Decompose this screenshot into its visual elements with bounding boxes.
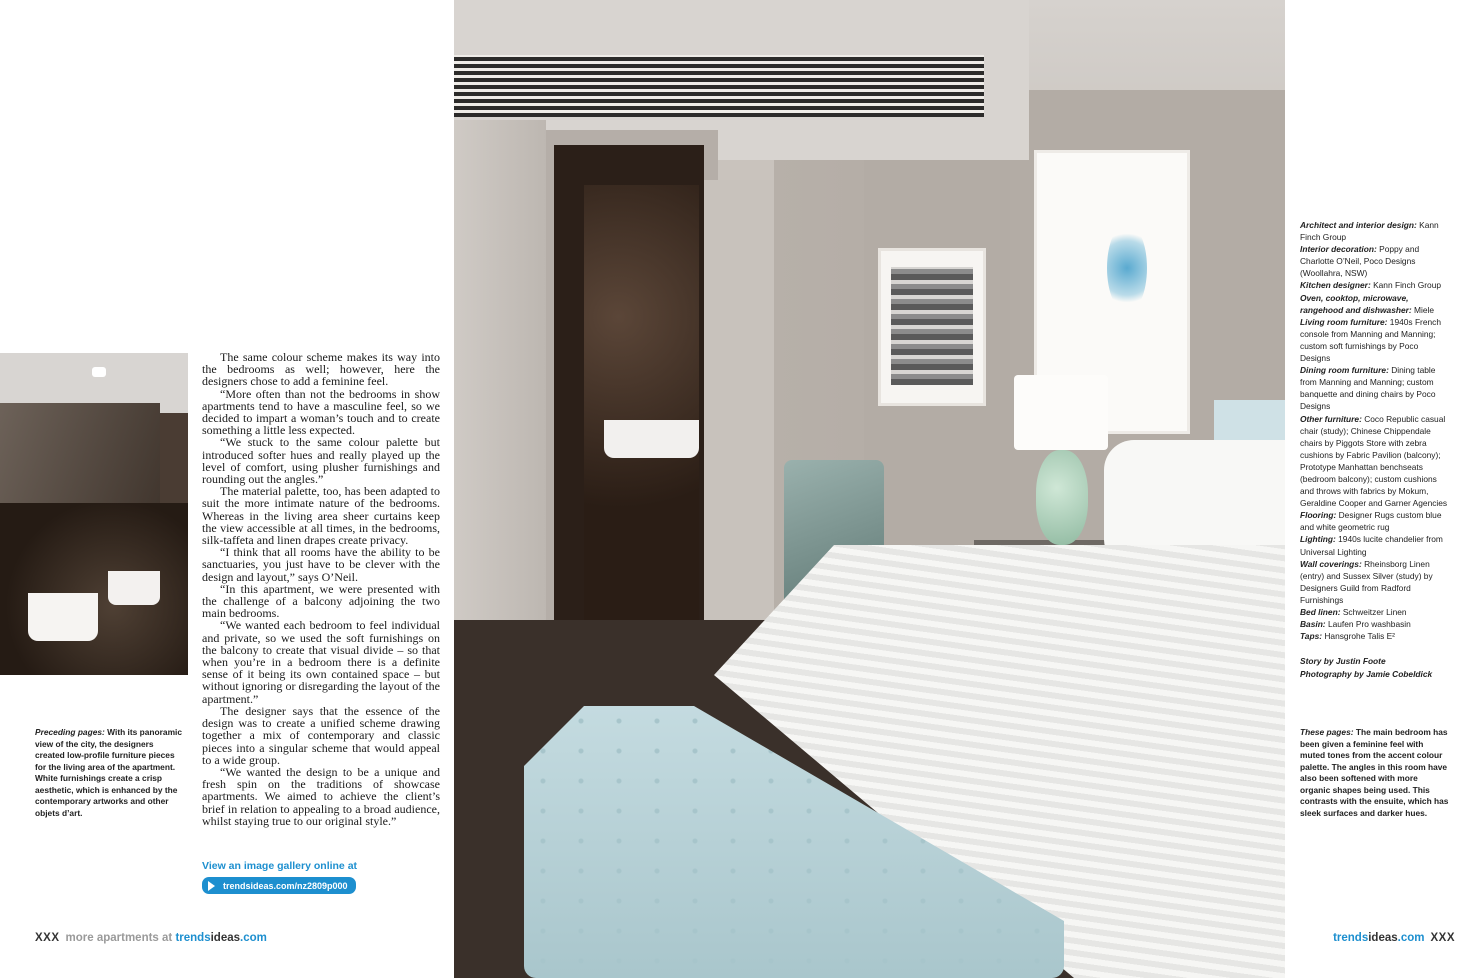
credit-value: Designer Rugs custom blue and white geometric rug (1300, 510, 1442, 533)
gallery-link-button[interactable] (202, 877, 356, 894)
brand-part: ideas (210, 932, 241, 944)
play-icon (208, 881, 215, 891)
credit-label: Interior decoration: (1300, 244, 1377, 255)
credits-list (1300, 219, 1450, 642)
article-body (202, 351, 440, 827)
brand-part: .com (1397, 932, 1425, 944)
credit-value: Rheinsborg Linen (entry) and Sussex Silver (study) by Designers Guild from Radford Furnishings (1300, 558, 1433, 605)
caption-text: The main bedroom has been given a feminine feel with muted tones from the accent colour palette. The angles in this room have also been softened with more organic shapes being used. This contrasts with the ensuite, which has sleek surfaces and darker hues. (1300, 727, 1449, 818)
caption-text: With its panoramic view of the city, the designers created low-profile furniture pieces for the living area of the apartment. White furnishings create a crisp aesthetic, which is enhanced by the contemporary artworks and other objets d’art. (35, 727, 182, 818)
page-number: XXX (35, 932, 60, 944)
credit-label: Wall coverings: (1300, 558, 1362, 569)
bylines (1300, 655, 1460, 680)
folio-left (35, 931, 267, 945)
folio-more-text: more apartments at (65, 932, 173, 944)
credit-label: Lighting: (1300, 534, 1336, 545)
article-paragraph: “We wanted the design to be a unique and fresh spin on the traditions of showcase apartments. We aimed to achieve the client’s brief in relation to appealing to a broad audience, whilst staying true to our original style.” (202, 764, 440, 828)
article-paragraph: The material palette, too, has been adapted to suit the more intimate nature of the bedrooms. Whereas in the living area sheer curtains keep the view accessible at all times, in the bedrooms, silk-taffeta and linen drapes create privacy. (202, 484, 440, 548)
credit-label: Other furniture: (1300, 413, 1362, 424)
caption-these-pages (1300, 727, 1450, 819)
gallery-promo (202, 859, 357, 894)
article-paragraph: The designer says that the essence of the design was to create a unified scheme drawing together a mix of contemporary and classic pieces into a singular scheme that would appeal to a wide group. (202, 703, 440, 767)
brand-link[interactable] (1333, 932, 1424, 944)
credit-value: Dining table from Manning and Manning; custom banquette and dining chairs by Poco Designs (1300, 365, 1436, 412)
credit-value: Hansgrohe Talis E² (1324, 631, 1395, 642)
brand-part: trends (1333, 932, 1369, 944)
brand-part: .com (240, 932, 267, 944)
brand-link[interactable] (175, 932, 266, 944)
credit-label: Taps: (1300, 631, 1323, 642)
photography-byline: Photography by Jamie Cobeldick (1300, 668, 1433, 679)
article-paragraph: “I think that all rooms have the ability to be sanctuaries, you just have to be clever with the design and layout,” says O’Neil. (202, 545, 440, 584)
credit-item (1300, 364, 1450, 412)
credit-value: Poppy and Charlotte O’Neil, Poco Designs (Woollahra, NSW) (1300, 244, 1420, 279)
caption-lead: These pages: (1300, 727, 1354, 737)
brand-part: trends (175, 932, 211, 944)
caption-lead: Preceding pages: (35, 727, 105, 737)
credit-item (1300, 292, 1450, 316)
credit-item (1300, 413, 1450, 510)
credit-value: Schweitzer Linen (1342, 607, 1407, 617)
article-paragraph: “We stuck to the same colour palette but introduced softer hues and really played up the level of comfort, using plusher furnishings and rounding out the angles.” (202, 435, 440, 487)
caption-preceding-pages (35, 727, 185, 819)
credit-label: Bed linen: (1300, 607, 1341, 617)
article-paragraph: “In this apartment, we were presented with the challenge of a balcony adjoining the two main bedrooms. (202, 581, 440, 621)
credit-item (1300, 606, 1450, 618)
credit-item (1300, 219, 1450, 243)
credit-value: 1940s French console from Manning and Manning; custom soft furnishings by Poco Designs (1300, 316, 1442, 364)
article-paragraph: “We wanted each bedroom to feel individual and private, so we used the soft furnishings on the balcony to create that visual divide – so that when you’re in a bedroom there is a definite sense of it being its own contained space – but without ignoring or disregarding the layout of the apartment.” (202, 618, 440, 706)
story-byline: Story by Justin Foote (1300, 656, 1386, 666)
credit-label: Kitchen designer: (1300, 280, 1371, 291)
credit-value: Kann Finch Group (1373, 280, 1442, 291)
credit-label: Dining room furniture: (1300, 365, 1389, 376)
credit-label: Flooring: (1300, 510, 1337, 521)
credit-label: Basin: (1300, 619, 1326, 630)
folio-right (1333, 931, 1455, 945)
article-paragraph: “More often than not the bedrooms in show apartments tend to have a masculine feel, so we decided to impart a woman’s touch and to create something a little less expected. (202, 386, 440, 438)
credit-value: Laufen Pro washbasin (1327, 619, 1411, 630)
credit-item (1300, 243, 1450, 279)
credit-value: Miele (1414, 304, 1435, 315)
credit-item (1300, 533, 1450, 557)
credit-item (1300, 509, 1450, 533)
credit-item (1300, 279, 1450, 291)
credit-label: Living room furniture: (1300, 316, 1388, 327)
credit-item (1300, 618, 1450, 630)
brand-part: ideas (1368, 932, 1398, 944)
credit-item (1300, 630, 1450, 642)
credit-item (1300, 558, 1450, 606)
gallery-link-text: trendsideas.com/nz2809p000 (223, 880, 348, 891)
credit-value: Coco Republic casual chair (study); Chinese Chippendale chairs by Piggots Store with zebra cushions by Fabric Pavilion (balcony); Prototype Manhattan benchseats (bedroom balcony); custom cushions and throws with fabrics by Mokum, Geraldine Cooper and Garner Agencies (1300, 413, 1448, 509)
page-number: XXX (1430, 932, 1455, 944)
article-paragraph: The same colour scheme makes its way into the bedrooms as well; however, here the designers chose to add a feminine feel. (202, 350, 440, 389)
credit-value: 1940s lucite chandelier from Universal Lighting (1300, 534, 1443, 557)
gallery-label: View an image gallery online at (202, 860, 358, 872)
bedroom-photo (454, 0, 1285, 978)
credit-label: Architect and interior design: (1300, 220, 1417, 230)
credit-item (1300, 316, 1450, 364)
credit-value: Kann Finch Group (1300, 220, 1439, 243)
ensuite-photo (0, 353, 188, 675)
credit-label: Oven, cooktop, microwave, rangehood and dishwasher: (1300, 292, 1412, 315)
